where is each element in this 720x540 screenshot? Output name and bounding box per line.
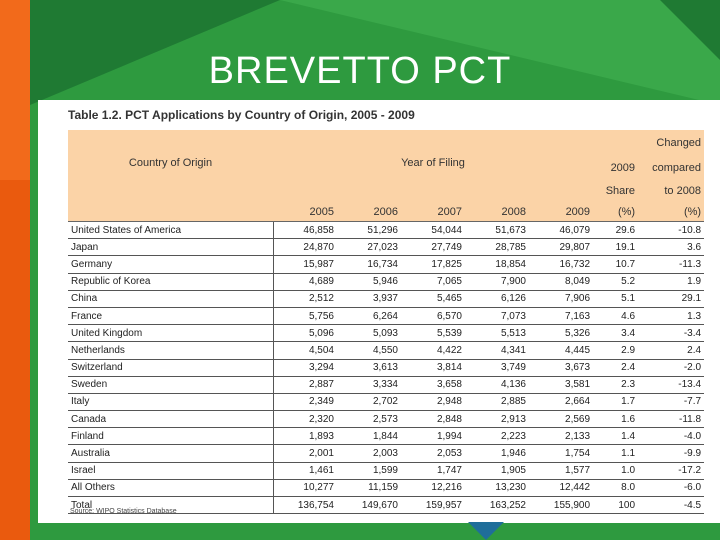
value-cell: 2,664: [529, 393, 593, 410]
country-cell: Republic of Korea: [68, 273, 273, 290]
share-label-line3: (%): [593, 202, 638, 222]
value-cell: 1.1: [593, 445, 638, 462]
value-cell: 1,905: [465, 462, 529, 479]
value-cell: 17,825: [401, 256, 465, 273]
value-cell: 2,573: [337, 411, 401, 428]
table-source-note: Source: WIPO Statistics Database: [70, 508, 177, 515]
value-cell: 2,948: [401, 393, 465, 410]
value-cell: 2,887: [273, 376, 337, 393]
changed-label-line2: compared: [638, 156, 704, 180]
value-cell: 4,689: [273, 273, 337, 290]
value-cell: 4,422: [401, 342, 465, 359]
value-cell: 6,264: [337, 307, 401, 324]
value-cell: 2.9: [593, 342, 638, 359]
table-row: [68, 307, 704, 324]
table-panel: [38, 100, 720, 523]
value-cell: 29,807: [529, 239, 593, 256]
table-row: [68, 222, 704, 239]
table-row: [68, 290, 704, 307]
value-cell: 28,785: [465, 239, 529, 256]
value-cell: 2,133: [529, 428, 593, 445]
value-cell: 3,581: [529, 376, 593, 393]
value-cell: 2,848: [401, 411, 465, 428]
value-cell: 16,732: [529, 256, 593, 273]
value-cell: 2.4: [593, 359, 638, 376]
value-cell: 2,053: [401, 445, 465, 462]
country-cell: Netherlands: [68, 342, 273, 359]
value-cell: 16,734: [337, 256, 401, 273]
value-cell: -3.4: [638, 325, 704, 342]
value-cell: 1.0: [593, 462, 638, 479]
value-cell: -6.0: [638, 479, 704, 496]
country-cell: Australia: [68, 445, 273, 462]
value-cell: 27,749: [401, 239, 465, 256]
value-cell: 7,163: [529, 307, 593, 324]
value-cell: -11.8: [638, 411, 704, 428]
country-cell: Canada: [68, 411, 273, 428]
value-cell: 2,349: [273, 393, 337, 410]
value-cell: 5,756: [273, 307, 337, 324]
value-cell: 1,747: [401, 462, 465, 479]
table-row: [68, 273, 704, 290]
value-cell: 3,658: [401, 376, 465, 393]
value-cell: 3,673: [529, 359, 593, 376]
table-row: [68, 256, 704, 273]
table-row: [68, 428, 704, 445]
value-cell: 2,001: [273, 445, 337, 462]
value-cell: 15,987: [273, 256, 337, 273]
value-cell: -4.0: [638, 428, 704, 445]
value-cell: 7,065: [401, 273, 465, 290]
value-cell: 149,670: [337, 497, 401, 514]
value-cell: -17.2: [638, 462, 704, 479]
table-row: [68, 359, 704, 376]
value-cell: 5,539: [401, 325, 465, 342]
value-cell: 1.6: [593, 411, 638, 428]
value-cell: 3,814: [401, 359, 465, 376]
header-spacer: [593, 130, 638, 156]
value-cell: 4,445: [529, 342, 593, 359]
year-of-filing-header: Year of Filing: [273, 156, 593, 202]
value-cell: 1,754: [529, 445, 593, 462]
table-row: [68, 462, 704, 479]
country-cell: Finland: [68, 428, 273, 445]
value-cell: 2,885: [465, 393, 529, 410]
table-body: [68, 222, 704, 514]
value-cell: 1.7: [593, 393, 638, 410]
value-cell: 2,913: [465, 411, 529, 428]
value-cell: 5.2: [593, 273, 638, 290]
value-cell: 5.1: [593, 290, 638, 307]
country-cell: All Others: [68, 479, 273, 496]
country-cell: Japan: [68, 239, 273, 256]
bottom-triangle-decoration: [468, 522, 504, 540]
changed-label-line1: Changed: [638, 130, 704, 156]
country-cell: Italy: [68, 393, 273, 410]
value-cell: 8.0: [593, 479, 638, 496]
value-cell: 3,613: [337, 359, 401, 376]
table-row: [68, 393, 704, 410]
value-cell: 163,252: [465, 497, 529, 514]
country-cell: China: [68, 290, 273, 307]
header-spacer: [273, 130, 593, 156]
value-cell: 5,093: [337, 325, 401, 342]
slide-title: BREVETTO PCT: [208, 50, 512, 92]
header-spacer: [68, 130, 273, 156]
value-cell: 2,223: [465, 428, 529, 445]
share-label-line1: 2009: [593, 156, 638, 180]
country-cell: Total: [68, 497, 273, 514]
value-cell: 54,044: [401, 222, 465, 239]
country-cell: France: [68, 307, 273, 324]
value-cell: 13,230: [465, 479, 529, 496]
table-row: [68, 411, 704, 428]
value-cell: 3,334: [337, 376, 401, 393]
value-cell: 29.6: [593, 222, 638, 239]
value-cell: 2,702: [337, 393, 401, 410]
table-row: [68, 376, 704, 393]
left-accent-bar-lower: [0, 180, 30, 540]
value-cell: -9.9: [638, 445, 704, 462]
value-cell: 3,937: [337, 290, 401, 307]
year-header-2005: 2005: [273, 202, 337, 222]
value-cell: 2.3: [593, 376, 638, 393]
value-cell: 24,870: [273, 239, 337, 256]
value-cell: 136,754: [273, 497, 337, 514]
year-header-2007: 2007: [401, 202, 465, 222]
value-cell: 2.4: [638, 342, 704, 359]
value-cell: 46,858: [273, 222, 337, 239]
value-cell: 12,216: [401, 479, 465, 496]
left-accent-bar: [0, 0, 30, 540]
value-cell: 7,906: [529, 290, 593, 307]
table-row: [68, 479, 704, 496]
value-cell: 4,504: [273, 342, 337, 359]
value-cell: 4,550: [337, 342, 401, 359]
value-cell: 3,294: [273, 359, 337, 376]
header-spacer: [68, 202, 273, 222]
value-cell: 19.1: [593, 239, 638, 256]
country-cell: Sweden: [68, 376, 273, 393]
pct-applications-table: [68, 130, 704, 514]
value-cell: 51,296: [337, 222, 401, 239]
value-cell: 46,079: [529, 222, 593, 239]
year-header-2006: 2006: [337, 202, 401, 222]
value-cell: 27,023: [337, 239, 401, 256]
value-cell: 5,326: [529, 325, 593, 342]
table-row: [68, 239, 704, 256]
value-cell: 1,844: [337, 428, 401, 445]
country-cell: Israel: [68, 462, 273, 479]
value-cell: 1,461: [273, 462, 337, 479]
value-cell: -13.4: [638, 376, 704, 393]
value-cell: -10.8: [638, 222, 704, 239]
value-cell: 10.7: [593, 256, 638, 273]
value-cell: 7,900: [465, 273, 529, 290]
value-cell: 2,003: [337, 445, 401, 462]
value-cell: 1.9: [638, 273, 704, 290]
table-row: [68, 325, 704, 342]
value-cell: 159,957: [401, 497, 465, 514]
value-cell: 5,513: [465, 325, 529, 342]
value-cell: 2,512: [273, 290, 337, 307]
value-cell: 5,096: [273, 325, 337, 342]
value-cell: 2,569: [529, 411, 593, 428]
value-cell: 4,136: [465, 376, 529, 393]
value-cell: 10,277: [273, 479, 337, 496]
value-cell: 6,126: [465, 290, 529, 307]
value-cell: 1,577: [529, 462, 593, 479]
table-caption: Table 1.2. PCT Applications by Country of Origin, 2005 - 2009: [68, 108, 415, 122]
value-cell: 3.6: [638, 239, 704, 256]
year-header-2008: 2008: [465, 202, 529, 222]
value-cell: 3,749: [465, 359, 529, 376]
value-cell: 1,893: [273, 428, 337, 445]
value-cell: 11,159: [337, 479, 401, 496]
value-cell: 1.4: [593, 428, 638, 445]
value-cell: 51,673: [465, 222, 529, 239]
country-cell: United States of America: [68, 222, 273, 239]
value-cell: 4,341: [465, 342, 529, 359]
changed-label-line4: (%): [638, 202, 704, 222]
table-row: [68, 342, 704, 359]
year-header-2009: 2009: [529, 202, 593, 222]
value-cell: 18,854: [465, 256, 529, 273]
value-cell: 100: [593, 497, 638, 514]
value-cell: -4.5: [638, 497, 704, 514]
table-row: [68, 445, 704, 462]
value-cell: 6,570: [401, 307, 465, 324]
country-cell: Switzerland: [68, 359, 273, 376]
country-cell: United Kingdom: [68, 325, 273, 342]
country-of-origin-header: Country of Origin: [68, 156, 273, 202]
value-cell: 4.6: [593, 307, 638, 324]
value-cell: 155,900: [529, 497, 593, 514]
value-cell: -7.7: [638, 393, 704, 410]
value-cell: -2.0: [638, 359, 704, 376]
value-cell: 1,994: [401, 428, 465, 445]
value-cell: -11.3: [638, 256, 704, 273]
value-cell: 12,442: [529, 479, 593, 496]
value-cell: 7,073: [465, 307, 529, 324]
value-cell: 5,946: [337, 273, 401, 290]
value-cell: 5,465: [401, 290, 465, 307]
value-cell: 1,946: [465, 445, 529, 462]
value-cell: 1,599: [337, 462, 401, 479]
country-cell: Germany: [68, 256, 273, 273]
value-cell: 8,049: [529, 273, 593, 290]
value-cell: 3.4: [593, 325, 638, 342]
changed-label-line3: to 2008: [638, 180, 704, 202]
value-cell: 2,320: [273, 411, 337, 428]
value-cell: 29.1: [638, 290, 704, 307]
share-label-line2: Share: [593, 180, 638, 202]
value-cell: 1.3: [638, 307, 704, 324]
